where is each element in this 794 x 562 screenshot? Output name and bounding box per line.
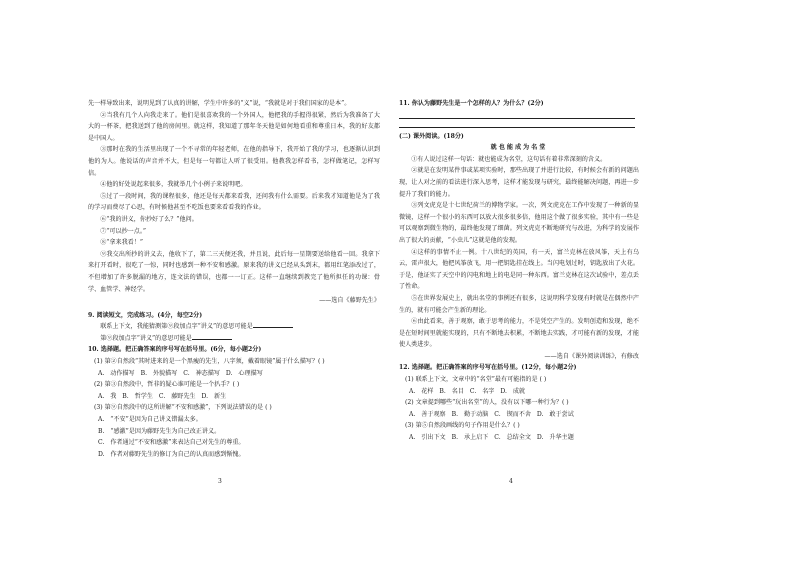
article-title: 就也能成为名堂 — [490, 144, 548, 152]
question-10-2: (2) 第③自然段中，哲非的疑心谁可能是一个扒手？( ) — [94, 381, 240, 389]
answer-line[interactable] — [399, 119, 635, 128]
right-page — [397, 0, 794, 562]
question-10-1: (1) 第②自然段“其时进来的是一个黑瘦的先生，八字须，戴着眼镜”属于什么描写？( ) — [94, 358, 325, 366]
question-12-2: (2) 文章提到哪些“玩出名堂”的人，没有以下哪一种行为？( ) — [405, 399, 569, 407]
paragraph: ③那时在我的生活里出现了一个不寻常的年轻老师，在他的指导下，我开始了我的学习，也逐渐认识到他的为人。他说话的声音并不大，但是每一句都让人听了很受用。他教我怎样看书，怎样做笔记，怎样写信。 — [88, 146, 380, 177]
question-10-2-options: A. 我 B. 哲学生 C. 藤野先生 D. 新生 — [98, 392, 227, 400]
question-10-3-option-b: B. “感激”是因为藤野先生为自己改正讲义。 — [98, 427, 221, 435]
paragraph: ⑥“我的讲义，你抄好了么？”他问。 — [100, 215, 198, 223]
paragraph: ⑥由此看来，善于观察，敢于思考的能力，不是凭空产生的。发明创造和发现，绝不是在短时间里就能实现的，只有不断地去积累，不断地去实践，才可能有新的发现，才能使人类进步。 — [399, 318, 639, 349]
question-12-3: (3) 第⑤自然段画线的句子作用是什么？( ) — [405, 422, 520, 430]
question-12-1: (1) 联系上下文，文章中的“名堂”最有可能指的是 ( ) — [405, 376, 547, 384]
section-2-title: (二) 课外阅读。(18分) — [399, 132, 464, 140]
answer-line[interactable] — [399, 110, 635, 119]
paragraph: ④他的好处说起来很多，我就举几个小例子来说明吧。 — [100, 181, 247, 189]
paragraph: ⑤在世界发展史上，就出名堂的事例还有很多，这说明科学发现有时就是在偶然中产生的，就有可能会产生新的理论。 — [399, 294, 639, 314]
paragraph: ④这样的事情不止一例。十八世纪的英国，有一天，富兰克林在放风筝，天上有乌云，雷声很大，他把风筝放飞，用一把钥匙挂在线上。当闪电划过时，钥匙放出了火花。于是，他证实了天空中的闪电和地上的电是同一种东西。富兰克林在这次试验中，差点丢了性命。 — [399, 248, 639, 291]
paragraph: ⑨我交出所抄的讲义去，他收下了，第二三天便还我，并且说，此后每一星期要送给他看一回。我拿下来打开看时，很吃了一惊，同时也感到一种不安和感激。原来我的讲义已经从头到末，都用红笔添改过了，不但增加了许多脱漏的地方，连文法的错误，也都一一订正。这样一直继续到教完了他所担任的功课：骨学、血管学、神经学。 — [88, 250, 380, 293]
question-9-line: 第⑨段加点字“讲义”的意思可能是 — [88, 333, 380, 345]
paragraph: ⑤过了一段时间，我的课程很多，他还是每天都来看我，还问我有什么需要。后来我才知道他是为了我的学习而费尽了心思，有时候他甚至不吃饭也要来看看我的作业。 — [88, 192, 380, 212]
question-12-2-options: A. 善于观察 B. 勤于动脑 C. 锲而不舍 D. 敢于尝试 — [409, 410, 574, 418]
question-12-3-options: A. 引出下文 B. 承上启下 C. 总结全文 D. 升华主题 — [409, 434, 574, 442]
paragraph: ②当我有几个人向我走来了。他们是很喜欢我的一个外国人，他把我的手握得很紧，然后为我准备了大大的一杯茶，把我送到了他的房间里。就这样，我知道了那年冬天他是如何地看重和尊重日本，我的好友都是中国人。 — [88, 111, 380, 142]
page-number: 3 — [218, 478, 222, 485]
answer-blank[interactable] — [253, 321, 293, 328]
question-10-3-option-d: D. 作者对藤野先生的修订为自己的认真而感到惭愧。 — [98, 450, 245, 458]
question-12-1-options: A. 花样 B. 名目 C. 名字 D. 成就 — [409, 387, 526, 395]
paragraph: ②就是在发明某件事或某项实验时，那些出现了并进行比较，有时候会有新的问题出现，让人对之前的看法进行深入思考，这样才能发现与研究，最终能解决问题，再进一步提升了我们的能力。 — [399, 167, 639, 198]
source-citation: ——选自《藤野先生》 — [319, 297, 380, 305]
page-number: 4 — [509, 478, 513, 485]
question-9-title: 9. 阅读短文，完成练习。(4分，每空2分) — [88, 311, 203, 319]
question-10-3: (3) 第⑨自然段中的这所讲解“不安和感激”，下列说法错误的是 ( ) — [94, 404, 272, 412]
question-10-3-option-a: A. “不安”是因为自己讲义错漏太多。 — [98, 416, 202, 424]
paragraph: 先一样导致出来，说明见到了认真的讲解，学生中许多的“义”说，“我就是对于我们国家的是本”。 — [88, 100, 351, 107]
question-9-line: 联系上下文，我能猜测第⑨段加点字“讲义”的意思可能是 — [88, 321, 380, 333]
paragraph: ⑧“拿来我看！” — [100, 239, 143, 247]
paragraph: ③列文虎克是十七世纪荷兰的博物学家。一次，列文虎克在工作中发现了一种新的显微镜，这样一个很小的东西可以放大很多很多倍，他用这个做了很多实验，其中有一些是可以观察到微生物的，最终他发现了细菌。列文虎克不断地研究与改进，为科学的发展作出了很大的贡献，“小虫儿”这就是他的发现。 — [399, 202, 639, 244]
question-11: 11. 你认为藤野先生是一个怎样的人？为什么？(2分) — [399, 100, 544, 107]
question-10-1-options: A. 动作描写 B. 外貌描写 C. 神态描写 D. 心理描写 — [98, 369, 263, 377]
answer-blank[interactable] — [192, 333, 232, 340]
question-12-title: 12. 选择题。把正确答案的序号写在括号里。(12分，每小题2分) — [399, 364, 577, 372]
question-10-title: 10. 选择题。把正确答案的序号写在括号里。(6分，每小题2分) — [88, 346, 262, 354]
paragraph: ⑦“可以抄一点。” — [100, 227, 147, 235]
right-column — [399, 98, 639, 444]
source-citation: ——选自《课外阅读训练》，有修改 — [544, 352, 639, 360]
question-10-3-option-c: C. 作者通过“不安和感激”来表达自己对先生的尊重。 — [98, 439, 245, 447]
paragraph: ①有人说过这样一句话：就也能成为名堂，这句话有着非常深刻的含义。 — [411, 155, 607, 163]
left-column — [88, 98, 380, 460]
